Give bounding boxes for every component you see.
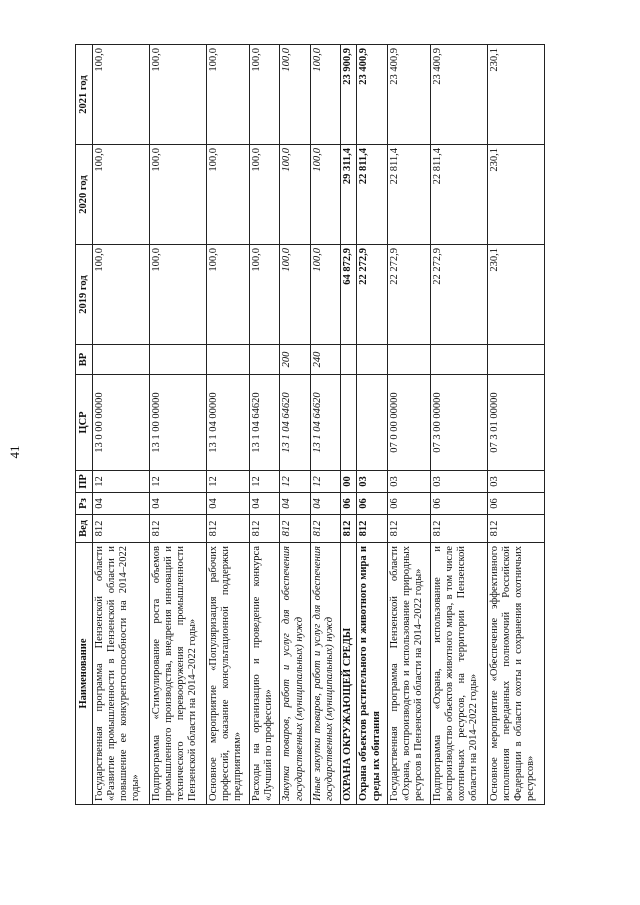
table-header-row: [76, 45, 93, 805]
cell-rz: 04: [206, 493, 250, 515]
cell-ved: 812: [357, 515, 387, 543]
cell-y2019: 100,0: [93, 245, 150, 345]
table-row: [93, 45, 150, 805]
cell-csr: 07 0 00 00000: [387, 375, 431, 471]
cell-y2021: 100,0: [149, 45, 206, 145]
table-row: [488, 45, 545, 805]
cell-vr: [357, 345, 387, 375]
cell-vr: [387, 345, 431, 375]
cell-name: Подпрограмма «Охрана, использование и воспроизводство объектов животного мира, в том числе охотничьих ресурсов, на территории Пензенской области на 2014–2022 годы»: [431, 543, 488, 805]
cell-name: Государственная программа Пензенской области «Развитие промышленности в Пензенской области и повышение ее конкурентоспособности на 2014–2022 годы»: [93, 543, 150, 805]
cell-vr: 200: [280, 345, 310, 375]
cell-name: ОХРАНА ОКРУЖАЮЩЕЙ СРЕДЫ: [340, 543, 357, 805]
cell-name: Закупка товаров, работ и услуг для обеспечения государственных (муниципальных) нужд: [280, 543, 310, 805]
cell-ved: 812: [250, 515, 280, 543]
cell-pr: 03: [488, 471, 545, 493]
table-row: [149, 45, 206, 805]
budget-table: [75, 44, 545, 805]
cell-vr: [340, 345, 357, 375]
cell-y2021: 23 400,9: [357, 45, 387, 145]
cell-vr: [431, 345, 488, 375]
cell-rz: 04: [93, 493, 150, 515]
cell-y2020: 100,0: [310, 145, 340, 245]
cell-rz: 04: [280, 493, 310, 515]
table-row: [280, 45, 310, 805]
cell-csr: 13 0 00 00000: [93, 375, 150, 471]
cell-csr: 13 1 04 00000: [206, 375, 250, 471]
cell-ved: 812: [206, 515, 250, 543]
cell-vr: [93, 345, 150, 375]
cell-name: Охрана объектов растительного и животного мира и среды их обитания: [357, 543, 387, 805]
cell-y2019: 230,1: [488, 245, 545, 345]
cell-ved: 812: [149, 515, 206, 543]
cell-pr: 12: [93, 471, 150, 493]
cell-y2021: 100,0: [280, 45, 310, 145]
header-csr: ЦСР: [76, 375, 93, 471]
header-pr: ПР: [76, 471, 93, 493]
header-vr: ВР: [76, 345, 93, 375]
cell-y2019: 22 272,9: [357, 245, 387, 345]
cell-pr: 03: [357, 471, 387, 493]
cell-pr: 12: [250, 471, 280, 493]
cell-name: Государственная программа Пензенской области «Охрана, воспроизводство и использование природных ресурсов в Пензенской области на 2014–2022 годы»: [387, 543, 431, 805]
page-number: 41: [7, 445, 22, 459]
cell-pr: 12: [149, 471, 206, 493]
cell-pr: 12: [206, 471, 250, 493]
table-row: [340, 45, 357, 805]
cell-y2021: 100,0: [206, 45, 250, 145]
cell-csr: 13 1 04 64620: [250, 375, 280, 471]
cell-name: Подпрограмма «Стимулирование роста объемов промышленного производства, внедрения инноваций и технического перевооружения промышленности Пензенской области на 2014–2022 годы»: [149, 543, 206, 805]
cell-rz: 06: [340, 493, 357, 515]
cell-y2021: 100,0: [310, 45, 340, 145]
cell-csr: 07 3 00 00000: [431, 375, 488, 471]
cell-pr: 12: [280, 471, 310, 493]
cell-pr: 03: [431, 471, 488, 493]
cell-csr: [340, 375, 357, 471]
table-row: [431, 45, 488, 805]
table-row: [387, 45, 431, 805]
cell-vr: 240: [310, 345, 340, 375]
cell-y2021: 230,1: [488, 45, 545, 145]
cell-csr: [357, 375, 387, 471]
cell-ved: 812: [93, 515, 150, 543]
cell-vr: [206, 345, 250, 375]
cell-csr: 13 1 00 00000: [149, 375, 206, 471]
cell-ved: 812: [387, 515, 431, 543]
cell-ved: 812: [340, 515, 357, 543]
cell-csr: 13 1 04 64620: [310, 375, 340, 471]
cell-name: Иные закупки товаров, работ и услуг для обеспечения государственных (муниципальных) нужд: [310, 543, 340, 805]
cell-y2019: 100,0: [280, 245, 310, 345]
cell-y2019: 100,0: [206, 245, 250, 345]
cell-ved: 812: [431, 515, 488, 543]
cell-y2020: 100,0: [280, 145, 310, 245]
table-row: [357, 45, 387, 805]
header-rz: Рз: [76, 493, 93, 515]
cell-rz: 04: [250, 493, 280, 515]
cell-y2020: 22 811,4: [357, 145, 387, 245]
cell-csr: 07 3 01 00000: [488, 375, 545, 471]
table-row: [250, 45, 280, 805]
table-row: [206, 45, 250, 805]
cell-y2020: 100,0: [206, 145, 250, 245]
cell-vr: [488, 345, 545, 375]
cell-y2019: 100,0: [149, 245, 206, 345]
cell-y2020: 22 811,4: [387, 145, 431, 245]
cell-rz: 06: [387, 493, 431, 515]
header-ved: Вед: [76, 515, 93, 543]
cell-name: Основное мероприятие «Популяризация рабочих профессий, оказание консультационной поддержки предприятиям»: [206, 543, 250, 805]
cell-y2021: 23 400,9: [431, 45, 488, 145]
cell-y2020: 230,1: [488, 145, 545, 245]
cell-y2020: 22 811,4: [431, 145, 488, 245]
cell-rz: 04: [149, 493, 206, 515]
table-row: [310, 45, 340, 805]
cell-pr: 12: [310, 471, 340, 493]
cell-y2020: 100,0: [149, 145, 206, 245]
cell-y2021: 23 400,9: [387, 45, 431, 145]
cell-vr: [250, 345, 280, 375]
cell-y2021: 100,0: [93, 45, 150, 145]
cell-ved: 812: [310, 515, 340, 543]
header-2020: 2020 год: [76, 145, 93, 245]
cell-y2019: 100,0: [310, 245, 340, 345]
cell-y2021: 23 900,9: [340, 45, 357, 145]
cell-ved: 812: [488, 515, 545, 543]
cell-y2019: 100,0: [250, 245, 280, 345]
cell-rz: 06: [431, 493, 488, 515]
cell-csr: 13 1 04 64620: [280, 375, 310, 471]
cell-ved: 812: [280, 515, 310, 543]
cell-y2021: 100,0: [250, 45, 280, 145]
cell-rz: 06: [357, 493, 387, 515]
cell-y2020: 100,0: [250, 145, 280, 245]
header-2021: 2021 год: [76, 45, 93, 145]
cell-y2019: 64 872,9: [340, 245, 357, 345]
cell-pr: 03: [387, 471, 431, 493]
cell-pr: 00: [340, 471, 357, 493]
cell-vr: [149, 345, 206, 375]
header-2019: 2019 год: [76, 245, 93, 345]
cell-y2019: 22 272,9: [431, 245, 488, 345]
cell-y2019: 22 272,9: [387, 245, 431, 345]
budget-table-container: [75, 45, 545, 805]
cell-name: Расходы на организацию и проведение конкурса «Лучший по профессии»: [250, 543, 280, 805]
cell-rz: 04: [310, 493, 340, 515]
header-name: Наименование: [76, 543, 93, 805]
cell-name: Основное мероприятие «Обеспечение эффективного исполнения переданных полномочий Российской Федерации в области охоты и сохранения охотничьих ресурсов»: [488, 543, 545, 805]
cell-y2020: 29 311,4: [340, 145, 357, 245]
cell-y2020: 100,0: [93, 145, 150, 245]
cell-rz: 06: [488, 493, 545, 515]
